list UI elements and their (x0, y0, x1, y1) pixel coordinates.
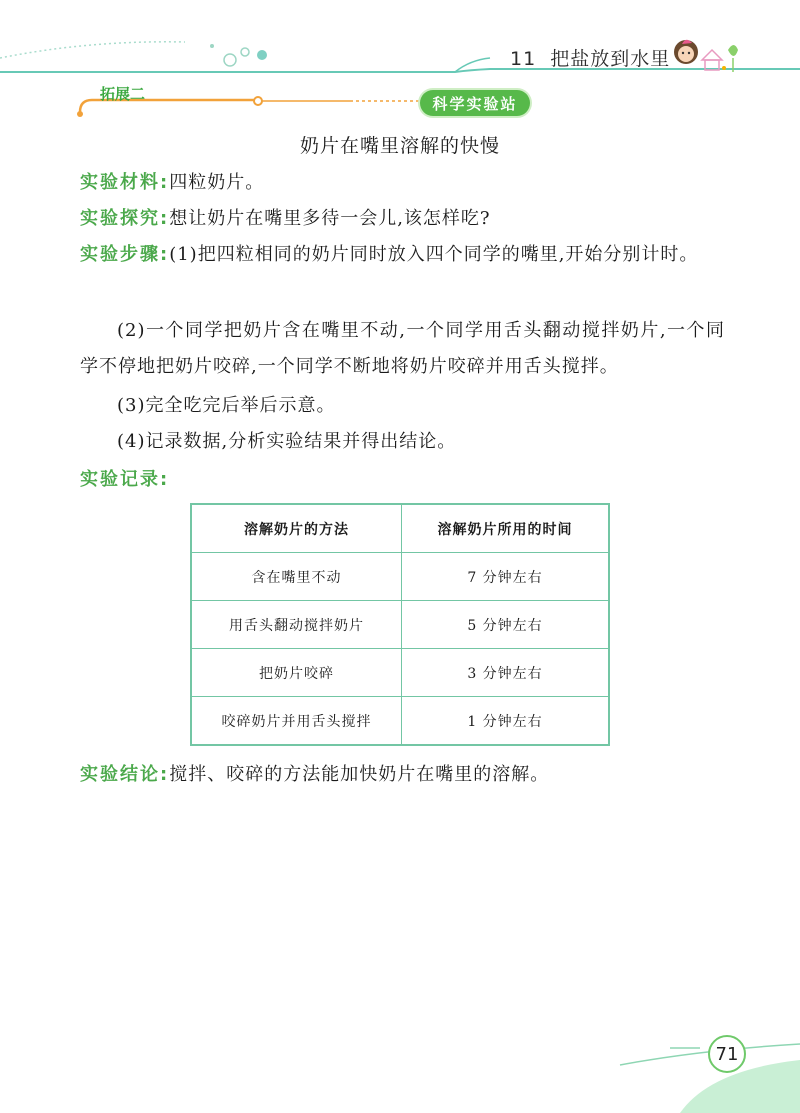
cartoon-doodle-icon (674, 40, 738, 72)
table-cell-method: 咬碎奶片并用舌头搅拌 (191, 697, 402, 746)
table-row (191, 553, 609, 601)
materials-label: 实验材料: (80, 172, 170, 193)
materials-paragraph (80, 165, 725, 201)
section-tag: 拓展二 (100, 85, 146, 103)
inquiry-label: 实验探究: (80, 208, 170, 229)
chapter-number: 11 (510, 48, 537, 70)
steps-label: 实验步骤: (80, 244, 170, 265)
step-1-text: (1)把四粒相同的奶片同时放入四个同学的嘴里,开始分别计时。 (169, 244, 699, 265)
table-cell-time: 1 分钟左右 (402, 697, 610, 746)
conclusion-text: 搅拌、咬碎的方法能加快奶片在嘴里的溶解。 (169, 764, 550, 785)
steps-paragraph (80, 237, 725, 273)
table-row (191, 649, 609, 697)
table-header-time: 溶解奶片所用的时间 (402, 504, 610, 553)
materials-text: 四粒奶片。 (169, 172, 265, 193)
inquiry-text: 想让奶片在嘴里多待一会儿,该怎样吃? (169, 208, 491, 229)
conclusion-paragraph (80, 757, 725, 793)
table-cell-time: 5 分钟左右 (402, 601, 610, 649)
science-lab-badge: 科学实验站 (420, 90, 530, 116)
record-label: 实验记录: (80, 469, 170, 490)
table-header-row (191, 504, 609, 553)
experiment-record-table (190, 503, 610, 746)
page-title: 奶片在嘴里溶解的快慢 (299, 135, 500, 157)
table-cell-method: 用舌头翻动搅拌奶片 (191, 601, 402, 649)
step-2-paragraph: (2)一个同学把奶片含在嘴里不动,一个同学用舌头翻动搅拌奶片,一个同学不停地把奶片咬碎,一个同学不断地将奶片咬碎并用舌头搅拌。 (80, 320, 725, 377)
table-cell-time: 3 分钟左右 (402, 649, 610, 697)
table-row (191, 697, 609, 746)
record-paragraph (80, 462, 725, 498)
table-row (191, 601, 609, 649)
conclusion-label: 实验结论: (80, 764, 170, 785)
table-cell-method: 含在嘴里不动 (191, 553, 402, 601)
header-decoration (0, 0, 800, 130)
chapter-title: 把盐放到水里 (550, 48, 671, 70)
chapter-header (510, 44, 670, 71)
step-3-paragraph: (3)完全吃完后举后示意。 (117, 395, 336, 416)
table-cell-time: 7 分钟左右 (402, 553, 610, 601)
inquiry-paragraph (80, 201, 725, 237)
step-4-paragraph: (4)记录数据,分析实验结果并得出结论。 (117, 431, 457, 452)
table-header-method: 溶解奶片的方法 (191, 504, 402, 553)
page-number: 71 (708, 1035, 746, 1073)
footer-wave-decoration (560, 1030, 800, 1113)
table-cell-method: 把奶片咬碎 (191, 649, 402, 697)
